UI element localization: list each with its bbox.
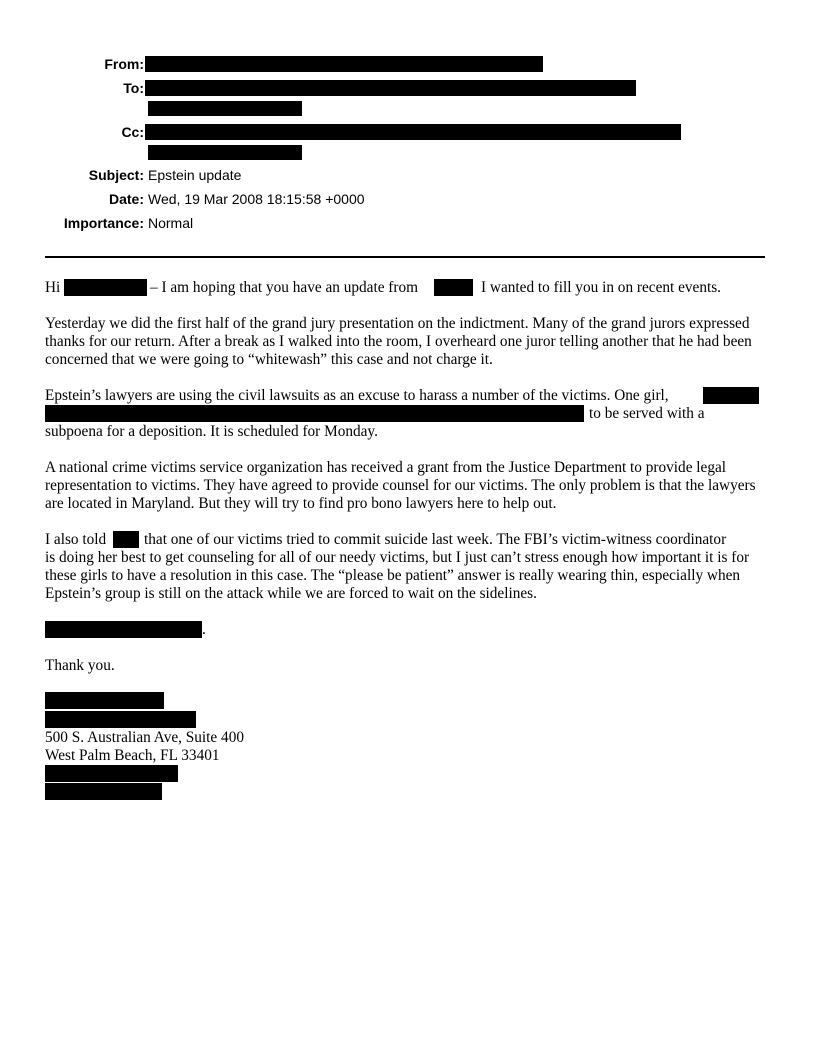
paragraph-suicide-line1-start: I also told bbox=[45, 531, 107, 548]
paragraph-suicide-rest: is doing her best to get counseling for all of our needy victims, but I just can’t stress enough how important it is for these girls to have a resolution in this case. The “please be patient” answer is really wearing thin, especially when Epstein’s group is still on the attack while we are forced to wait on the sidelines. bbox=[45, 549, 750, 602]
redaction-to-2 bbox=[148, 101, 302, 116]
paragraph-civil-lawsuits-line1: Epstein’s lawyers are using the civil lawsuits as an excuse to harass a number of the victims. One girl, bbox=[45, 387, 669, 404]
header-divider bbox=[45, 256, 765, 258]
importance-label: Importance: bbox=[63, 215, 144, 231]
redaction-signature-phone bbox=[45, 765, 178, 782]
closing-thanks: Thank you. bbox=[45, 657, 115, 674]
from-label: From: bbox=[104, 56, 144, 72]
signature-address-line1: 500 S. Australian Ave, Suite 400 bbox=[45, 729, 244, 746]
greeting-text-end: I wanted to fill you in on recent events. bbox=[481, 279, 722, 296]
redaction-signature-name bbox=[45, 692, 164, 709]
paragraph-grand-jury: Yesterday we did the first half of the grand jury presentation on the indictment. Many of the grand jurors expressed thanks for our return. After a break as I walked into the room, I overheard one juror telling another that he had been concerned that we were going to “whitewash” this case and not charge it. bbox=[45, 315, 752, 368]
redaction-girl-name bbox=[703, 387, 759, 404]
redaction-cc bbox=[145, 124, 681, 140]
redaction-to bbox=[145, 80, 636, 96]
paragraph-civil-lawsuits-line3: subpoena for a deposition. It is scheduled for Monday. bbox=[45, 423, 378, 440]
paragraph-victims-service: A national crime victims service organization has received a grant from the Justice Department to provide legal representation to victims. They have agreed to provide counsel for our victims. The only problem is that the lawyers are located in Maryland. But they will try to find pro bono lawyers here to help out. bbox=[45, 459, 756, 512]
subject-label: Subject: bbox=[88, 167, 144, 183]
to-label: To: bbox=[123, 80, 144, 96]
redaction-signature-title bbox=[45, 711, 196, 728]
redaction-recipient-name bbox=[64, 279, 147, 296]
redaction-from bbox=[145, 56, 543, 72]
signature-address-line2: West Palm Beach, FL 33401 bbox=[45, 747, 220, 764]
greeting-text: – I am hoping that you have an update from bbox=[150, 279, 419, 296]
date-label: Date: bbox=[108, 191, 144, 207]
redaction-update-source bbox=[434, 279, 473, 296]
subject-value: Epstein update bbox=[148, 167, 242, 183]
importance-value: Normal bbox=[148, 215, 194, 231]
redaction-cc-2 bbox=[148, 145, 302, 160]
cc-label: Cc: bbox=[121, 124, 144, 140]
redacted-paragraph-period: . bbox=[202, 621, 206, 638]
date-value: Wed, 19 Mar 2008 18:15:58 +0000 bbox=[148, 191, 365, 207]
redaction-paragraph bbox=[45, 621, 202, 638]
redaction-signature-fax bbox=[45, 783, 162, 800]
redaction-girl-details bbox=[45, 405, 584, 422]
paragraph-suicide-line1-end: that one of our victims tried to commit suicide last week. The FBI’s victim-witness coordinator bbox=[144, 531, 727, 548]
paragraph-civil-lawsuits-line2: to be served with a bbox=[589, 405, 705, 422]
greeting-hi: Hi bbox=[45, 279, 61, 296]
redaction-told-name bbox=[113, 531, 139, 548]
